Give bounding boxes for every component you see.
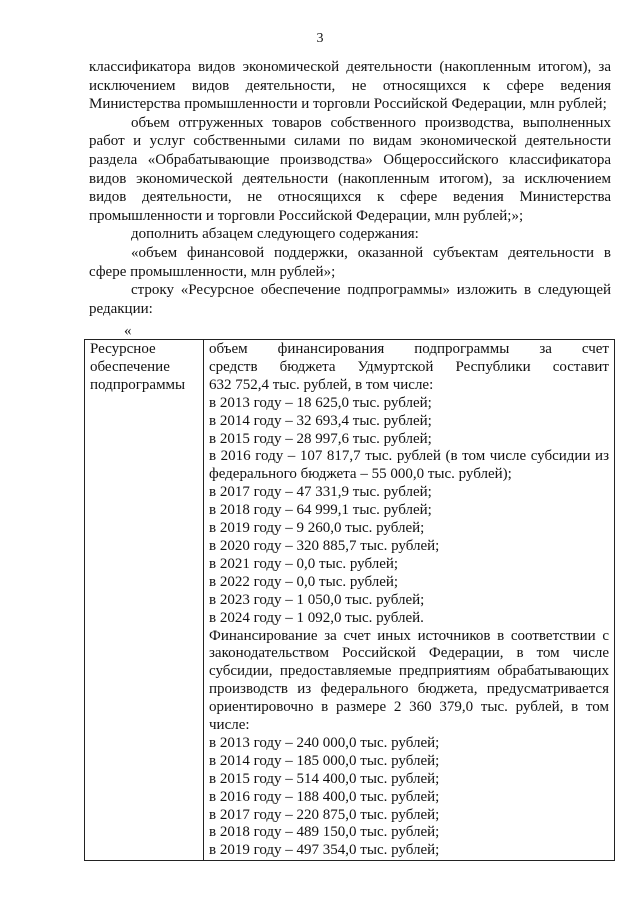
table-line: в 2016 году – 188 400,0 тыс. рублей;	[209, 788, 440, 805]
table-line: в 2014 году – 32 693,4 тыс. рублей;	[209, 412, 432, 429]
table-line: числе:	[209, 717, 250, 734]
table-content-cell	[204, 340, 615, 861]
table-line: в 2022 году – 0,0 тыс. рублей;	[209, 573, 399, 590]
table-line: Финансирование за счет иных источников в соответствии с	[209, 627, 609, 644]
table-line: объем финансирования подпрограммы за счет	[209, 341, 609, 357]
body-text	[89, 58, 611, 318]
page-number: 3	[316, 31, 324, 46]
table-line: в 2015 году – 28 997,6 тыс. рублей;	[209, 430, 432, 447]
table-line: в 2018 году – 489 150,0 тыс. рублей;	[209, 824, 440, 841]
paragraph: классификатора видов экономической деятельности (накопленным итогом), за исключением видов деятельности, не относящихся к сфере ведения Министерства промышленности и торговли Российской Федерации, млн рублей;	[89, 59, 611, 113]
table-line: ориентировочно в размере 2 360 379,0 тыс. рублей, в том	[209, 699, 609, 716]
resource-table	[84, 339, 615, 861]
table-line: в 2024 году – 1 092,0 тыс. рублей.	[209, 609, 424, 626]
table-line: федерального бюджета – 55 000,0 тыс. рублей);	[209, 466, 512, 483]
paragraph: дополнить абзацем следующего содержания:	[131, 226, 419, 243]
paragraph: строку «Ресурсное обеспечение подпрограммы» изложить в следующей редакции:	[89, 282, 611, 317]
table-label-cell	[85, 340, 204, 861]
paragraph: «объем финансовой поддержки, оказанной субъектам деятельности в сфере промышленности, млн рублей»;	[89, 244, 611, 280]
paragraph: объем отгруженных товаров собственного производства, выполненных работ и услуг собственными силами по видам экономической деятельности раздела «Обрабатывающие производства» Общероссийского классификатора видов экономической деятельности (накопленным итогом), за исключением видов деятельности, не относящихся к сфере ведения Министерства промышленности и торговли Российской Федерации, млн рублей;»;	[89, 114, 611, 224]
table-line: производств из федерального бюджета, предусматривается	[209, 681, 609, 698]
table-line: в 2018 году – 64 999,1 тыс. рублей;	[209, 502, 432, 519]
table-line: в 2020 году – 320 885,7 тыс. рублей;	[209, 537, 440, 554]
table-line: в 2021 году – 0,0 тыс. рублей;	[209, 555, 399, 572]
table-line: 632 752,4 тыс. рублей, в том числе:	[209, 376, 434, 393]
opening-quote: «	[124, 323, 132, 339]
table-line: в 2014 году – 185 000,0 тыс. рублей;	[209, 752, 440, 769]
table-row	[85, 340, 615, 861]
table-line: в 2017 году – 47 331,9 тыс. рублей;	[209, 484, 432, 501]
table-line: в 2015 году – 514 400,0 тыс. рублей;	[209, 770, 440, 787]
table-line: субсидии, предоставляемые предприятиям обрабатывающих	[209, 663, 609, 680]
table-line: в 2013 году – 240 000,0 тыс. рублей;	[209, 734, 440, 751]
table-line: в 2019 году – 9 260,0 тыс. рублей;	[209, 520, 425, 537]
table-line: в 2023 году – 1 050,0 тыс. рублей;	[209, 591, 425, 608]
table-line: средств бюджета Удмуртской Республики составит	[209, 358, 609, 375]
table-line: в 2019 году – 497 354,0 тыс. рублей;	[209, 842, 440, 859]
table-line: в 2016 году – 107 817,7 тыс. рублей (в том числе субсидии из	[209, 448, 609, 465]
table-line: в 2017 году – 220 875,0 тыс. рублей;	[209, 806, 440, 823]
table-label: Ресурсное обеспечение подпрограммы	[90, 341, 186, 393]
table-line: законодательством Российской Федерации, в том числе	[209, 645, 609, 662]
table-line: в 2013 году – 18 625,0 тыс. рублей;	[209, 394, 432, 411]
